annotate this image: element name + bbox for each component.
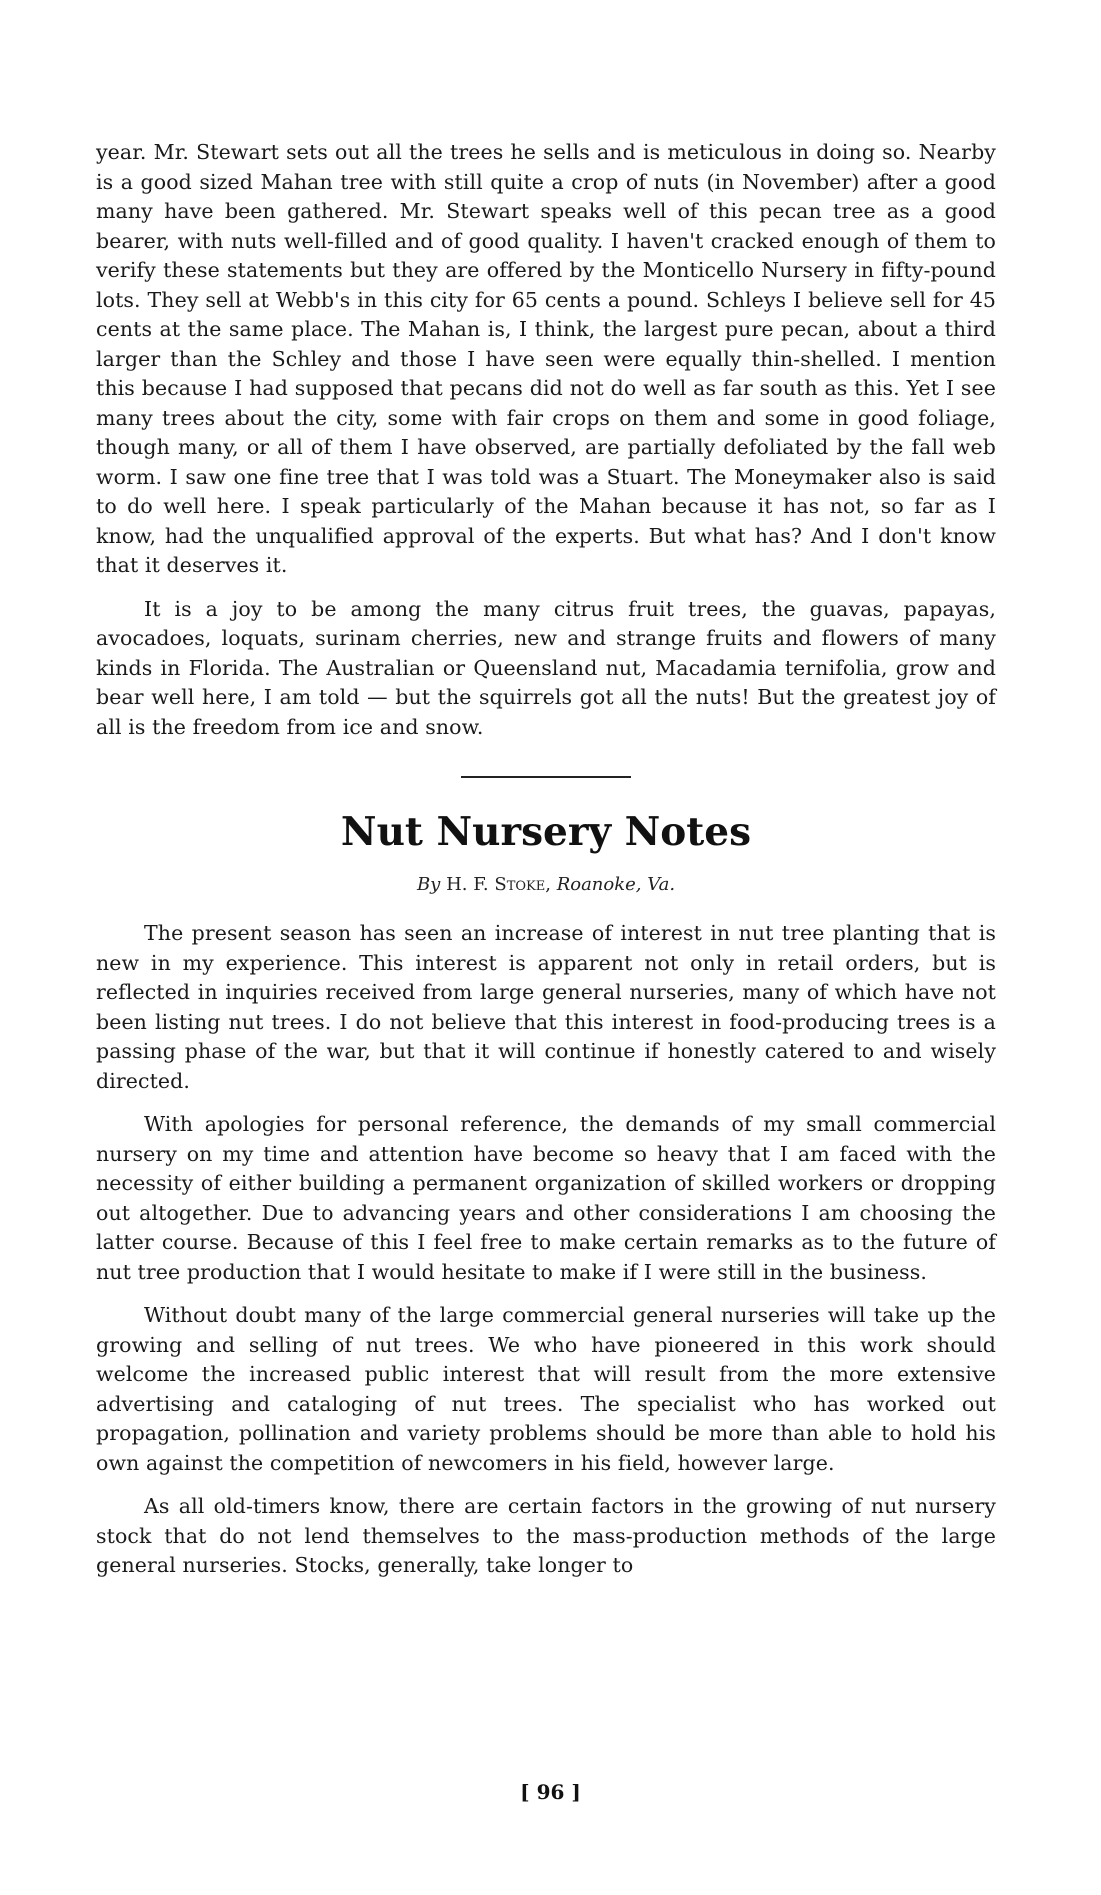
paragraph-interest-increase: The present season has seen an increase of interest in nut tree planting that is new in my experience. This interest is apparent not only in retail orders, but is reflected in inquiries received from large general nurseries, many of which have not been listing nut trees. I do not believe that this interest in food-producing trees is a passing phase of the war, but that it will continue if honestly catered to and wisely directed. bbox=[96, 921, 996, 1093]
page-content bbox=[96, 138, 996, 1595]
page-number: [ 96 ] bbox=[520, 1780, 581, 1804]
section-divider bbox=[461, 776, 631, 778]
article-byline bbox=[96, 874, 996, 895]
byline-prefix: By bbox=[416, 874, 441, 895]
paragraph-personal-reference: With apologies for personal reference, the demands of my small commercial nursery on my time and attention have become so heavy that I am faced with the necessity of either building a permanent organization of skilled workers or dropping out altogether. Due to advancing years and other considerations I am choosing the latter course. Because of this I feel free to make certain remarks as to the future of nut tree production that I would hesitate to make if I were still in the business. bbox=[96, 1112, 996, 1284]
byline-location: Roanoke, Va. bbox=[556, 874, 676, 895]
article-title: Nut Nursery Notes bbox=[340, 809, 752, 855]
paragraph-old-timers: As all old-timers know, there are certain factors in the growing of nut nursery stock that do not lend themselves to the mass-production methods of the large general nurseries. Stocks, generally, take longer to bbox=[96, 1494, 996, 1577]
paragraph-commercial-nurseries: Without doubt many of the large commercial general nurseries will take up the growing and selling of nut trees. We who have pioneered in this work should welcome the increased public interest that will result from the more extensive advertising and cataloging of nut trees. The specialist who has worked out propagation, pollination and variety problems should be more than able to hold his own against the competition of newcomers in his field, however large. bbox=[96, 1303, 996, 1475]
paragraph-florida-joy: It is a joy to be among the many citrus fruit trees, the guavas, papayas, avocadoes, loquats, surinam cherries, new and strange fruits and flowers of many kinds in Florida. The Australian or Queensland nut, Macadamia ternifolia, grow and bear well here, I am told — but the squirrels got all the nuts! But the greatest joy of all is the freedom from ice and snow. bbox=[96, 596, 996, 739]
byline-author: H. F. Stoke, bbox=[446, 874, 551, 895]
paragraph-stewart-mahan: year. Mr. Stewart sets out all the trees he sells and is meticulous in doing so. Nearby is a good sized Mahan tree with still quite a crop of nuts (in November) after a good many have been gathered. Mr. Stewart speaks well of this pecan tree as a good bearer, with nuts well-filled and of good quality. I haven't cracked enough of them to verify these statements but they are offered by the Monticello Nursery in fifty-pound lots. They sell at Webb's in this city for 65 cents a pound. Schleys I believe sell for 45 cents at the same place. The Mahan is, I think, the largest pure pecan, about a third larger than the Schley and those I have seen were equally thin-shelled. I mention this because I had supposed that pecans did not do well as far south as this. Yet I see many trees about the city, some with fair crops on them and some in good foliage, though many, or all of them I have observed, are partially defoliated by the fall web worm. I saw one fine tree that I was told was a Stuart. The Moneymaker also is said to do well here. I speak particularly of the Mahan because it has not, so far as I know, had the unqualified approval of the experts. But what has? And I don't know that it deserves it. bbox=[96, 140, 996, 577]
